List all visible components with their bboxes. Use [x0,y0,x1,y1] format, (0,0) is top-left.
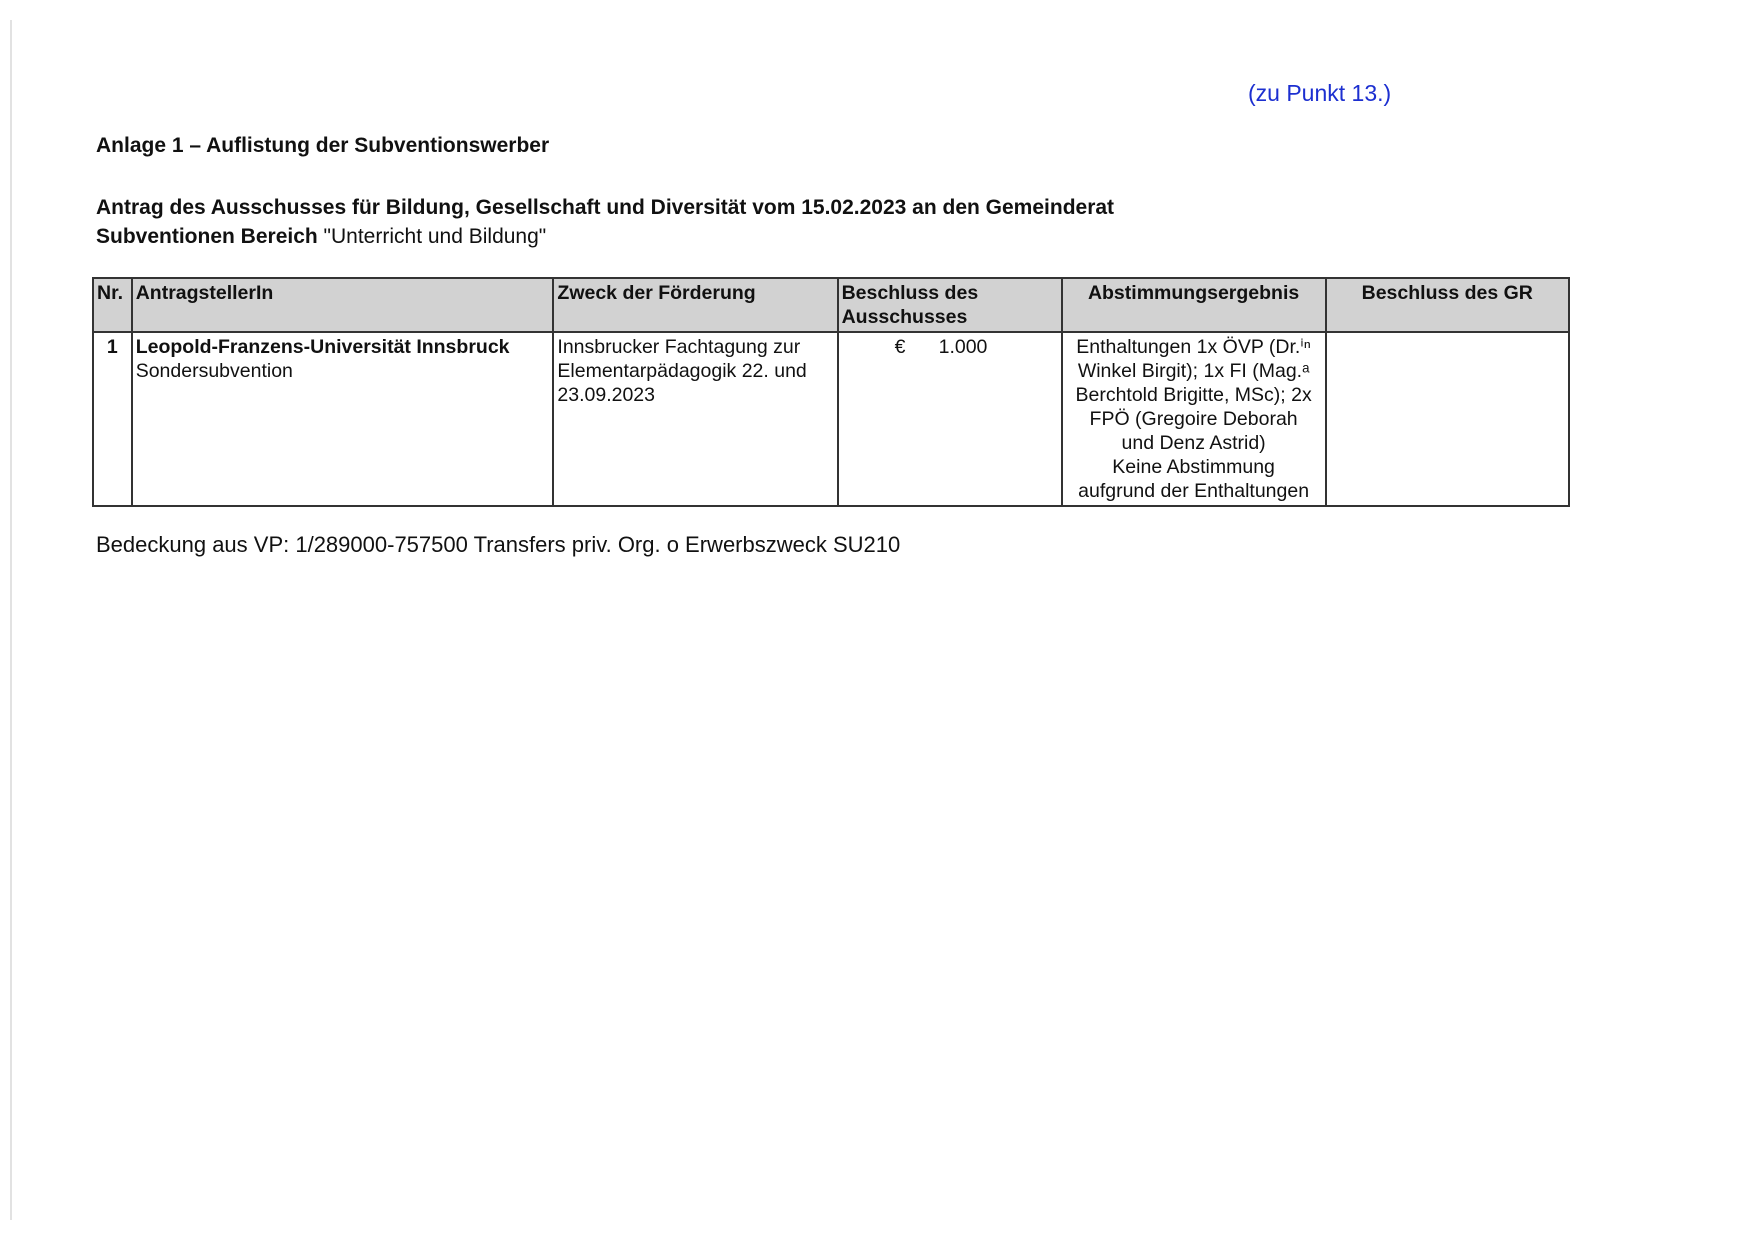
header-purpose: Zweck der Förderung [553,278,837,332]
cell-nr: 1 [93,332,132,506]
amount-value: 1.000 [938,336,988,358]
budget-coverage-note: Bedeckung aus VP: 1/289000-757500 Transfers priv. Org. o Erwerbszweck SU210 [96,532,901,557]
header-vote-result: Abstimmungsergebnis [1062,278,1326,332]
header-council-decision: Beschluss des GR [1326,278,1570,332]
table-row [93,332,1569,506]
motion-line: Antrag des Ausschusses für Bildung, Gesellschaft und Diversität vom 15.02.2023 an den Gemeinderat [96,196,1115,219]
header-nr: Nr. [93,278,132,332]
subsidy-area-line [96,222,1114,251]
cell-vote-result [1062,332,1326,506]
vote-line: und Denz Astrid) [1121,432,1266,454]
scan-left-edge [10,20,12,1220]
cell-council-decision [1326,332,1570,506]
currency-symbol: € [894,336,906,358]
cell-purpose: Innsbrucker Fachtagung zur Elementarpädagogik 22. und 23.09.2023 [553,332,837,506]
subsidy-table [92,277,1570,507]
motion-subtitle [96,193,1114,251]
applicant-name: Leopold-Franzens-Universität Innsbruck [135,336,510,358]
header-committee-decision: Beschluss des Ausschusses [838,278,1062,332]
applicant-type: Sondersubvention [135,360,293,382]
cell-amount [838,332,1062,506]
vote-line: aufgrund der Enthaltungen [1078,480,1310,502]
vote-line: Enthaltungen 1x ÖVP (Dr.ⁱⁿ [1076,336,1311,358]
agenda-reference: (zu Punkt 13.) [1248,80,1392,106]
subsidy-area-value: "Unterricht und Bildung" [317,225,547,248]
table-header-row [93,278,1569,332]
vote-line: Berchtold Brigitte, MSc); 2x [1075,384,1312,406]
header-applicant: AntragstellerIn [132,278,554,332]
vote-line: Winkel Birgit); 1x FI (Mag.ᵃ [1077,360,1310,382]
vote-line: Keine Abstimmung [1112,456,1275,478]
vote-line: FPÖ (Gregoire Deborah [1089,408,1298,430]
page-title: Anlage 1 – Auflistung der Subventionswerber [96,134,550,157]
cell-applicant [132,332,554,506]
subsidy-area-label: Subventionen Bereich [96,225,318,248]
